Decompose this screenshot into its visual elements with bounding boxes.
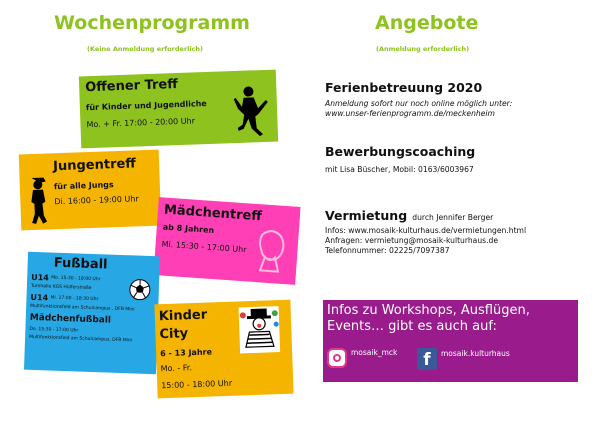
card-title: Fußball — [53, 255, 108, 273]
card-time: 15:00 - 18:00 Uhr — [161, 378, 233, 391]
team-label: U14 — [30, 292, 49, 303]
program-title: Wochenprogramm — [54, 12, 250, 34]
vermietung-email[interactable]: Anfragen: vermietung@mosaik-kulturhaus.de — [325, 236, 498, 245]
card-title-line2: City — [159, 326, 189, 343]
girls-place: Multifunktionsfeld am Schulcampus, DFB Mini — [29, 334, 133, 344]
girl-portrait-icon — [252, 228, 289, 274]
card-fussball — [24, 252, 160, 375]
clown-illustration-icon — [234, 304, 284, 356]
team-label: U14 — [31, 272, 49, 283]
social-box — [323, 300, 578, 382]
team-place: Multifunktionsfeld am Schulcampus , DFB Mini — [30, 303, 135, 313]
girls-time: Do. 15:30 - 17:00 Uhr — [29, 326, 79, 334]
card-offener-treff — [79, 70, 278, 149]
team-time: Mi. 17:00 - 18:30 Uhr — [50, 295, 99, 303]
card-subtitle: 6 - 13 Jahre — [159, 347, 213, 359]
social-text — [327, 303, 530, 335]
vermietung-title: Vermietung — [325, 208, 408, 223]
dancer-icon — [231, 84, 269, 137]
offers-subtitle: (Anmeldung erforderlich) — [376, 45, 470, 53]
facebook-link[interactable] — [417, 348, 510, 370]
card-maedchentreff — [153, 197, 300, 285]
program-subtitle: (Keine Anmeldung erforderlich) — [87, 45, 204, 53]
boy-silhouette-icon — [25, 173, 51, 226]
soccer-ball-icon — [128, 278, 151, 301]
instagram-handle: mosaik_mck — [351, 347, 398, 357]
coaching-text: mit Lisa Büscher, Mobil: 0163/6003967 — [325, 165, 474, 174]
offers-title: Angebote — [375, 12, 479, 34]
vermietung-phone: Telefonnummer: 02225/7097387 — [325, 246, 450, 255]
vermietung-info[interactable]: Infos: www.mosaik-kulturhaus.de/vermietungen.html — [325, 226, 527, 235]
card-title: Mädchentreff — [163, 202, 263, 225]
card-jungentreff — [19, 150, 162, 231]
vermietung-by: durch Jennifer Berger — [412, 213, 494, 222]
card-days: Mo. - Fr. — [160, 363, 193, 374]
card-subtitle: ab 8 Jahren — [162, 222, 215, 236]
girls-football-title: Mädchenfußball — [29, 312, 112, 326]
social-text-line1: Infos zu Workshops, Ausflügen, — [327, 303, 530, 318]
ferien-link[interactable] — [325, 109, 495, 119]
instagram-link[interactable] — [327, 348, 397, 368]
card-kinder-city — [154, 300, 293, 399]
card-title: Jungentreff — [52, 156, 137, 175]
card-subtitle: für alle Jungs — [53, 180, 114, 192]
coaching-title: Bewerbungscoaching — [325, 144, 476, 159]
card-time: Di. 16:00 - 19:00 Uhr — [54, 194, 139, 207]
team-place: Turnhalle KGS Hülferstraße — [30, 283, 92, 291]
ferien-url[interactable]: www.unser-ferienprogramm.de/meckenheim — [325, 109, 495, 118]
card-time: Mo. + Fr. 17:00 - 20:00 Uhr — [86, 116, 196, 130]
team-time: Mo. 15:30 - 18:00 Uhr — [51, 275, 101, 283]
ferien-title: Ferienbetreuung 2020 — [325, 80, 483, 95]
card-subtitle: für Kinder und Jugendliche — [85, 99, 207, 113]
card-title-line1: Kinder — [158, 307, 208, 325]
instagram-icon — [327, 348, 347, 368]
vermietung-heading — [325, 205, 493, 224]
card-time: Mi. 15:30 - 17:00 Uhr — [161, 239, 247, 255]
facebook-handle: mosaik.kulturhaus — [441, 348, 510, 358]
social-text-line2: Events… gibt es auch auf: — [327, 319, 497, 334]
ferien-text — [325, 99, 512, 109]
card-title: Offener Treff — [84, 77, 179, 96]
ferien-text-line1: Anmeldung sofort nur noch online möglich unter: — [325, 99, 513, 108]
facebook-icon: f — [417, 348, 437, 370]
